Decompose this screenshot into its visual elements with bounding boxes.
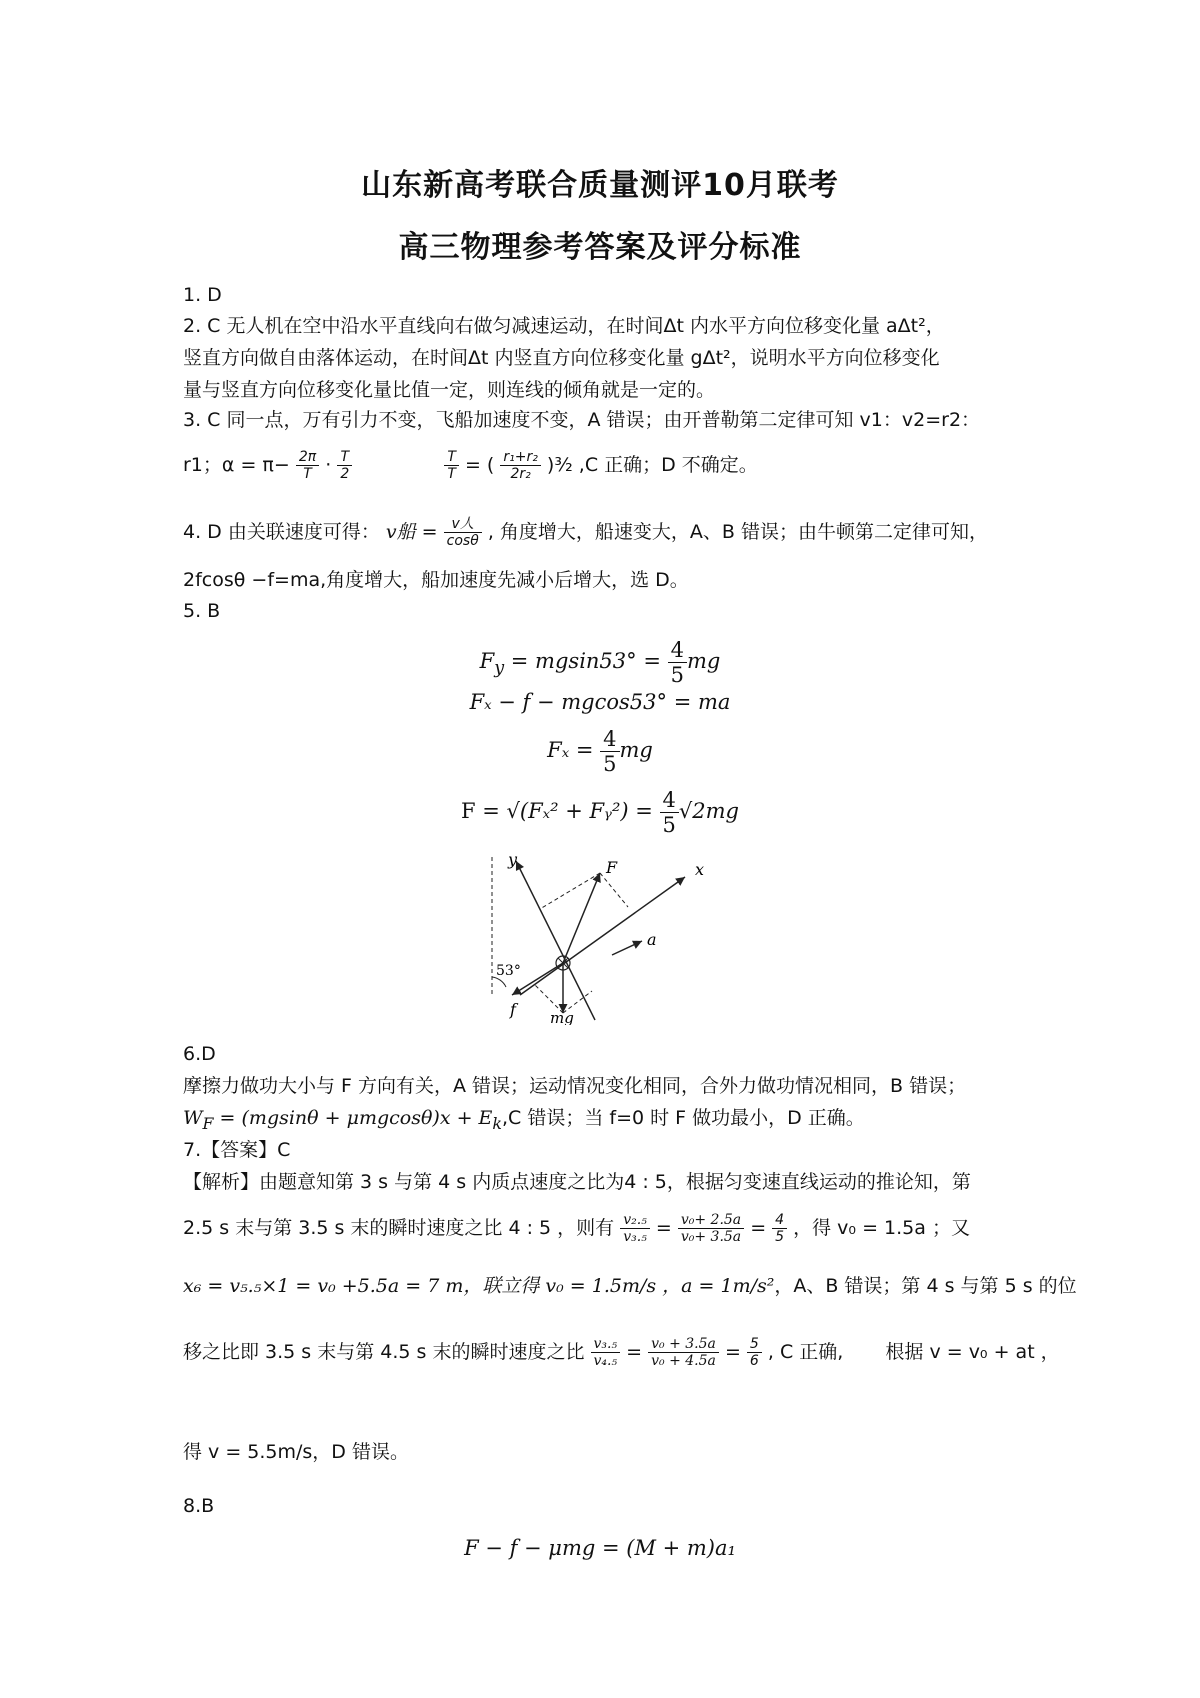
- answer-7-line-1: 【解析】由题意知第 3 s 与第 4 s 内质点速度之比为4 : 5，根据匀变速直线运动的推论知，第: [183, 1171, 971, 1193]
- answer-2-line-3: 量与竖直方向位移变化量比值一定，则连线的倾角就是一定的。: [183, 379, 716, 401]
- fraction-T-ratio: $\frac{T}{T}$: [444, 449, 459, 482]
- acceleration-a-arrow: [612, 941, 642, 955]
- answer-2-line-2: 竖直方向做自由落体运动，在时间Δt 内竖直方向位移变化量 gΔt²，说明水平方向位移变化: [183, 347, 940, 369]
- equation-q8: F − f − μmg = (M + m)a₁: [464, 1536, 736, 1560]
- answer-6-line-2: $W_F = (mgsin\theta + \mu mgcos\theta)x + E_k,C$ 错误；当 f=0 时 F 做功最小，D 正确。: [183, 1107, 865, 1133]
- svg-text:53°: 53°: [496, 963, 521, 979]
- equation-fx-balance: Fₓ − f − mgcos53° = ma: [469, 690, 731, 714]
- fraction-v35-v45: $\frac{\text{v₃.₅}}{\text{v₄.₅}}$: [591, 1336, 621, 1369]
- svg-text:F: F: [606, 858, 618, 877]
- fraction-velocity-expr: $\frac{\text{v₀+ 2.5a}}{\text{v₀+ 3.5a}}$: [678, 1212, 744, 1245]
- doc-subtitle: 高三物理参考答案及评分标准: [398, 230, 802, 265]
- fraction-velocity-expr-2: $\frac{\text{v₀ + 3.5a}}{\text{v₀ + 4.5a}}$: [648, 1336, 719, 1369]
- fraction-v25-v35: $\frac{\text{v₂.₅}}{\text{v₃.₅}}$: [620, 1212, 650, 1245]
- fraction-2pi-over-T: $\frac{2\pi}{T}$: [296, 449, 319, 482]
- svg-text:a: a: [647, 930, 657, 949]
- force-diagram: [480, 845, 730, 1025]
- equation-fx: Fₓ = $\frac{4}{5}$ mg: [547, 727, 653, 777]
- answer-7-line-3: x₆ = v₅.₅×1 = v₀ +5.5a = 7 m，联立得 v₀ = 1.5m/s ，a = 1m/s²，A、B 错误；第 4 s 与第 5 s 的位: [183, 1275, 1077, 1297]
- answer-3-line-1: 3. C 同一点，万有引力不变，飞船加速度不变，A 错误；由开普勒第二定律可知 v1：v2=r2：: [183, 409, 981, 431]
- fraction-5-6: $\frac{5}{6}$: [747, 1336, 762, 1369]
- fraction-4-5: $\frac{4}{5}$: [772, 1212, 787, 1245]
- fraction-r-ratio: $\frac{\text{r₁+r₂}}{\text{2r₂}}$: [500, 449, 540, 482]
- doc-title: 山东新高考联合质量测评10月联考: [361, 168, 839, 203]
- fraction-v-over-cos: $\frac{\text{v人}}{\cos\theta}$: [444, 516, 482, 549]
- answer-6-head: 6.D: [183, 1043, 216, 1065]
- svg-text:mg: mg: [550, 1009, 574, 1025]
- x-axis: [520, 877, 685, 995]
- answer-3-line-2: r1；α = π− $\frac{2\pi}{T}$ · $\frac{T}{2}$ $\frac{T}{T}$ = ( $\frac{\text{r₁+r₂}}{\text{2r₂}}$ )³⁄₂ ,C 正确；D 不确定。: [183, 448, 758, 482]
- answer-7-line-4: 移之比即 3.5 s 末与第 4.5 s 末的瞬时速度之比 $\frac{\text{v₃.₅}}{\text{v₄.₅}}$ = $\frac{\text{v₀ + 3.5a}}{\text{v₀ + 4.5a}}$ = $\frac{5}{6}$ , C 正确, 根据 v = v₀ + at ，: [183, 1335, 1060, 1369]
- y-axis: [516, 861, 595, 1020]
- svg-text:y: y: [508, 850, 518, 869]
- answer-6-line-1: 摩擦力做功大小与 F 方向有关，A 错误；运动情况变化相同，合外力做功情况相同，B 错误；: [183, 1075, 967, 1097]
- answer-8-head: 8.B: [183, 1495, 215, 1517]
- answer-7-head: 7.【答案】C: [183, 1139, 291, 1161]
- answer-7-line-5: 得 v = 5.5m/s，D 错误。: [183, 1441, 409, 1463]
- answer-4-line-2: 2fcosθ −f=ma,角度增大，船加速度先减小后增大，选 D。: [183, 569, 689, 591]
- svg-text:f: f: [510, 1000, 516, 1019]
- alpha-expression: r1；α = π−: [183, 454, 290, 476]
- svg-text:x: x: [695, 860, 705, 879]
- answer-2-line-1: 2. C 无人机在空中沿水平直线向右做匀减速运动，在时间Δt 内水平方向位移变化量 aΔt²，: [183, 315, 945, 337]
- equation-f-total: F = √(Fₓ² + Fᵧ²) = $\frac{4}{5}$ √2mg: [460, 788, 740, 838]
- answer-4-line-1: 4. D 由关联速度可得： v船 = $\frac{\text{v人}}{\cos\theta}$ , 角度增大，船速变大，A、B 错误；由牛顿第二定律可知，: [183, 515, 988, 549]
- answer-5-head: 5. B: [183, 600, 221, 622]
- answer-7-line-2: 2.5 s 末与第 3.5 s 末的瞬时速度之比 4 : 5 ，则有 $\frac{\text{v₂.₅}}{\text{v₃.₅}}$ = $\frac{\text{v₀+ 2.5a}}{\text{v₀+ 3.5a}}$ = $\frac{4}{5}$ ，得 v₀ = 1.5a ；又: [183, 1211, 970, 1245]
- equation-fy: $F_y = mgsin53^\circ$ = $\frac{4}{5}$ mg: [479, 638, 721, 688]
- answer-1: 1. D: [183, 284, 222, 306]
- fraction-T-over-2: $\frac{T}{2}$: [337, 449, 352, 482]
- force-F-arrow: [563, 873, 600, 963]
